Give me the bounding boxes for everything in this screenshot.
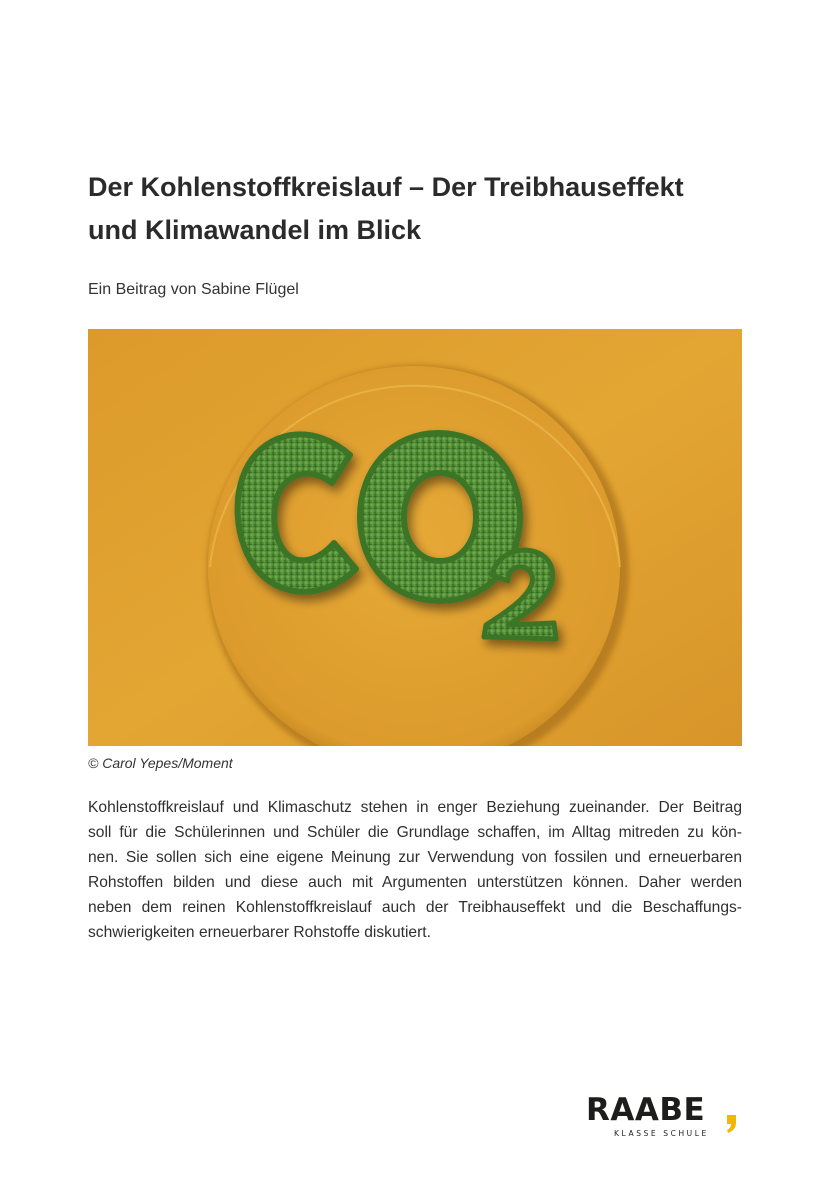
title-line-2: und Klimawandel im Blick — [88, 215, 422, 245]
logo-tagline: KLASSE SCHULE — [614, 1129, 709, 1138]
image-credit: © Carol Yepes/Moment — [88, 755, 233, 771]
hero-image-co2 — [88, 329, 742, 746]
intro-line-6: schwierigkeiten erneuerbarer Rohstoffe diskutiert. — [88, 924, 431, 941]
logo-wordmark: RAABE — [586, 1092, 706, 1128]
author-line: Ein Beitrag von Sabine Flügel — [88, 281, 299, 298]
intro-line-5: neben dem reinen Kohlenstoffkreislauf auch der Treibhauseffekt und die Beschaffungs- — [88, 899, 742, 916]
intro-line-3: nen. Sie sollen sich eine eigene Meinung zur Verwendung von fossilen und erneuerbaren — [88, 849, 742, 866]
title-line-1: Der Kohlenstoffkreislauf – Der Treibhauseffekt — [88, 172, 684, 202]
logo-comma-icon — [726, 1115, 736, 1133]
intro-line-1: Kohlenstoffkreislauf und Klimaschutz stehen in enger Beziehung zueinander. Der Beitrag — [88, 799, 742, 816]
document-title — [88, 166, 768, 252]
raabe-logo — [586, 1093, 746, 1141]
intro-line-2: soll für die Schülerinnen und Schüler die Grundlage schaffen, im Alltag mitreden zu kön- — [88, 824, 742, 841]
intro-paragraph — [88, 795, 742, 945]
intro-line-4: Rohstoffen bilden und diese auch mit Argumenten unterstützen können. Daher werden — [88, 874, 742, 891]
